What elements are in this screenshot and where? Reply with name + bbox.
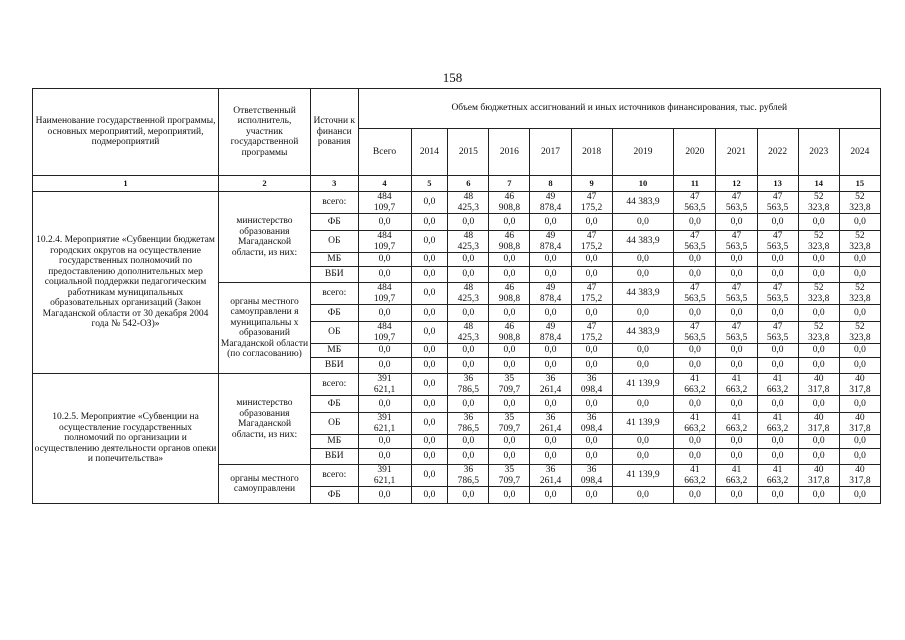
year-value: 0,0 xyxy=(411,231,448,253)
year-value: 44 383,9 xyxy=(612,322,674,344)
year-value: 41 139,9 xyxy=(612,465,674,487)
column-number: 4 xyxy=(358,176,411,192)
funding-source: всего: xyxy=(310,465,358,487)
year-value: 0,0 xyxy=(839,214,880,231)
year-value: 0,0 xyxy=(530,435,571,449)
year-value: 35 709,7 xyxy=(489,374,530,396)
year-value: 0,0 xyxy=(448,396,489,413)
funding-source: ОБ xyxy=(310,322,358,344)
header-year: 2019 xyxy=(612,129,674,176)
year-value: 41 139,9 xyxy=(612,374,674,396)
year-value: 0,0 xyxy=(530,305,571,322)
year-value: 46 908,8 xyxy=(489,192,530,214)
header-year: 2020 xyxy=(674,129,716,176)
year-value: 0,0 xyxy=(757,435,798,449)
year-value: 0,0 xyxy=(571,214,612,231)
year-value: 41 663,2 xyxy=(716,465,757,487)
year-value: 0,0 xyxy=(798,358,839,374)
year-value: 0,0 xyxy=(674,435,716,449)
year-value: 36 098,4 xyxy=(571,374,612,396)
year-value: 40 317,8 xyxy=(839,465,880,487)
year-value: 48 425,3 xyxy=(448,192,489,214)
year-value: 0,0 xyxy=(571,487,612,504)
year-value: 0,0 xyxy=(757,305,798,322)
year-value: 0,0 xyxy=(757,344,798,358)
column-number: 15 xyxy=(839,176,880,192)
funding-source: ОБ xyxy=(310,413,358,435)
year-value: 0,0 xyxy=(674,267,716,283)
column-number: 2 xyxy=(219,176,311,192)
year-value: 0,0 xyxy=(674,305,716,322)
year-value: 0,0 xyxy=(716,358,757,374)
table-body xyxy=(33,192,881,504)
year-value: 52 323,8 xyxy=(839,192,880,214)
year-value: 0,0 xyxy=(798,487,839,504)
column-number: 13 xyxy=(757,176,798,192)
year-value: 52 323,8 xyxy=(798,192,839,214)
year-value: 0,0 xyxy=(798,449,839,465)
column-number: 8 xyxy=(530,176,571,192)
year-value: 0,0 xyxy=(716,214,757,231)
year-value: 0,0 xyxy=(489,253,530,267)
year-value: 47 563,5 xyxy=(716,283,757,305)
year-value: 47 563,5 xyxy=(757,231,798,253)
table-row xyxy=(33,374,881,396)
year-value: 0,0 xyxy=(674,358,716,374)
year-value: 46 908,8 xyxy=(489,231,530,253)
year-value: 0,0 xyxy=(530,253,571,267)
year-value: 0,0 xyxy=(411,396,448,413)
total-value: 0,0 xyxy=(358,358,411,374)
year-value: 0,0 xyxy=(757,487,798,504)
total-value: 0,0 xyxy=(358,305,411,322)
executor-name: органы местного самоуправлени xyxy=(219,465,311,504)
year-value: 0,0 xyxy=(757,214,798,231)
year-value: 40 317,8 xyxy=(839,374,880,396)
year-value: 0,0 xyxy=(571,435,612,449)
funding-source: всего: xyxy=(310,283,358,305)
total-value: 484 109,7 xyxy=(358,231,411,253)
year-value: 0,0 xyxy=(411,358,448,374)
year-value: 52 323,8 xyxy=(839,322,880,344)
year-value: 0,0 xyxy=(716,344,757,358)
year-value: 44 383,9 xyxy=(612,283,674,305)
year-value: 36 098,4 xyxy=(571,465,612,487)
year-value: 0,0 xyxy=(674,344,716,358)
funding-source: ВБИ xyxy=(310,267,358,283)
year-value: 0,0 xyxy=(798,214,839,231)
year-value: 47 563,5 xyxy=(757,192,798,214)
year-value: 0,0 xyxy=(839,487,880,504)
funding-source: ФБ xyxy=(310,396,358,413)
year-value: 0,0 xyxy=(489,214,530,231)
year-value: 0,0 xyxy=(411,267,448,283)
year-value: 0,0 xyxy=(571,267,612,283)
header-year: 2014 xyxy=(411,129,448,176)
year-value: 0,0 xyxy=(798,396,839,413)
column-number: 12 xyxy=(716,176,757,192)
year-value: 0,0 xyxy=(489,396,530,413)
year-value: 0,0 xyxy=(411,253,448,267)
year-value: 0,0 xyxy=(530,358,571,374)
year-value: 0,0 xyxy=(489,344,530,358)
year-value: 41 663,2 xyxy=(674,465,716,487)
year-value: 0,0 xyxy=(489,358,530,374)
year-value: 0,0 xyxy=(612,344,674,358)
budget-table xyxy=(32,88,881,504)
total-value: 0,0 xyxy=(358,253,411,267)
year-value: 52 323,8 xyxy=(839,283,880,305)
year-value: 0,0 xyxy=(571,396,612,413)
activity-name: 10.2.5. Мероприятие «Субвенции на осуществление государственных полномочий по организации и осуществлению деятельности органов опеки и попечительства» xyxy=(33,374,219,504)
total-value: 391 621,1 xyxy=(358,413,411,435)
year-value: 46 908,8 xyxy=(489,322,530,344)
funding-source: ФБ xyxy=(310,487,358,504)
year-value: 47 563,5 xyxy=(674,192,716,214)
year-value: 0,0 xyxy=(448,344,489,358)
year-value: 47 563,5 xyxy=(757,283,798,305)
year-value: 0,0 xyxy=(571,253,612,267)
year-value: 0,0 xyxy=(411,413,448,435)
year-value: 0,0 xyxy=(489,267,530,283)
total-value: 0,0 xyxy=(358,214,411,231)
year-value: 0,0 xyxy=(716,487,757,504)
year-value: 0,0 xyxy=(716,305,757,322)
year-value: 0,0 xyxy=(571,344,612,358)
column-number-row xyxy=(33,176,881,192)
funding-source: МБ xyxy=(310,435,358,449)
year-value: 0,0 xyxy=(612,435,674,449)
year-value: 35 709,7 xyxy=(489,465,530,487)
year-value: 0,0 xyxy=(612,396,674,413)
column-number: 5 xyxy=(411,176,448,192)
year-value: 52 323,8 xyxy=(798,283,839,305)
year-value: 0,0 xyxy=(448,358,489,374)
header-year: 2021 xyxy=(716,129,757,176)
header-executor: Ответственный исполнитель, участник государственной программы xyxy=(219,89,311,176)
header-volume: Объем бюджетных ассигнований и иных источников финансирования, тыс. рублей xyxy=(358,89,880,129)
year-value: 47 563,5 xyxy=(674,283,716,305)
header-year: 2022 xyxy=(757,129,798,176)
year-value: 47 563,5 xyxy=(674,322,716,344)
year-value: 0,0 xyxy=(530,487,571,504)
year-value: 0,0 xyxy=(411,192,448,214)
funding-source: МБ xyxy=(310,344,358,358)
year-value: 49 878,4 xyxy=(530,192,571,214)
year-value: 52 323,8 xyxy=(798,322,839,344)
total-value: 0,0 xyxy=(358,267,411,283)
executor-name: министерство образования Магаданской области, из них: xyxy=(219,192,311,283)
year-value: 0,0 xyxy=(839,358,880,374)
header-year: 2016 xyxy=(489,129,530,176)
year-value: 0,0 xyxy=(716,396,757,413)
header-year: 2018 xyxy=(571,129,612,176)
total-value: 484 109,7 xyxy=(358,322,411,344)
funding-source: ОБ xyxy=(310,231,358,253)
year-value: 0,0 xyxy=(411,435,448,449)
year-value: 0,0 xyxy=(839,449,880,465)
year-value: 0,0 xyxy=(448,305,489,322)
year-value: 48 425,3 xyxy=(448,322,489,344)
year-value: 36 261,4 xyxy=(530,413,571,435)
year-value: 49 878,4 xyxy=(530,322,571,344)
year-value: 41 663,2 xyxy=(757,465,798,487)
year-value: 0,0 xyxy=(716,435,757,449)
total-value: 0,0 xyxy=(358,449,411,465)
page-number: 158 xyxy=(442,70,463,85)
year-value: 47 563,5 xyxy=(757,322,798,344)
year-value: 0,0 xyxy=(489,487,530,504)
year-value: 0,0 xyxy=(530,449,571,465)
total-value: 0,0 xyxy=(358,435,411,449)
year-value: 0,0 xyxy=(489,435,530,449)
year-value: 0,0 xyxy=(798,344,839,358)
year-value: 0,0 xyxy=(612,305,674,322)
column-number: 11 xyxy=(674,176,716,192)
year-value: 0,0 xyxy=(612,487,674,504)
year-value: 49 878,4 xyxy=(530,283,571,305)
total-value: 391 621,1 xyxy=(358,374,411,396)
year-value: 0,0 xyxy=(839,344,880,358)
year-value: 0,0 xyxy=(612,267,674,283)
year-value: 0,0 xyxy=(530,396,571,413)
year-value: 0,0 xyxy=(411,449,448,465)
year-value: 0,0 xyxy=(411,487,448,504)
header-year: 2017 xyxy=(530,129,571,176)
year-value: 36 261,4 xyxy=(530,374,571,396)
year-value: 47 563,5 xyxy=(716,192,757,214)
year-value: 0,0 xyxy=(839,267,880,283)
year-value: 0,0 xyxy=(612,214,674,231)
funding-source: ВБИ xyxy=(310,449,358,465)
year-value: 40 317,8 xyxy=(798,374,839,396)
year-value: 36 098,4 xyxy=(571,413,612,435)
year-value: 0,0 xyxy=(798,253,839,267)
year-value: 36 786,5 xyxy=(448,465,489,487)
year-value: 0,0 xyxy=(530,267,571,283)
year-value: 41 663,2 xyxy=(674,374,716,396)
year-value: 47 175,2 xyxy=(571,322,612,344)
year-value: 0,0 xyxy=(757,253,798,267)
year-value: 0,0 xyxy=(489,305,530,322)
year-value: 0,0 xyxy=(530,344,571,358)
column-number: 10 xyxy=(612,176,674,192)
year-value: 0,0 xyxy=(757,358,798,374)
table-row xyxy=(33,192,881,214)
year-value: 52 323,8 xyxy=(798,231,839,253)
column-number: 1 xyxy=(33,176,219,192)
total-value: 0,0 xyxy=(358,487,411,504)
year-value: 0,0 xyxy=(674,396,716,413)
year-value: 0,0 xyxy=(839,435,880,449)
year-value: 0,0 xyxy=(411,322,448,344)
funding-source: всего: xyxy=(310,192,358,214)
year-value: 0,0 xyxy=(839,253,880,267)
year-value: 0,0 xyxy=(716,267,757,283)
year-value: 0,0 xyxy=(411,283,448,305)
funding-source: МБ xyxy=(310,253,358,267)
year-value: 0,0 xyxy=(674,449,716,465)
year-value: 44 383,9 xyxy=(612,192,674,214)
year-value: 0,0 xyxy=(798,267,839,283)
year-value: 41 663,2 xyxy=(716,374,757,396)
year-value: 0,0 xyxy=(411,465,448,487)
year-value: 47 563,5 xyxy=(674,231,716,253)
total-value: 484 109,7 xyxy=(358,192,411,214)
year-value: 0,0 xyxy=(411,374,448,396)
year-value: 0,0 xyxy=(716,253,757,267)
year-value: 44 383,9 xyxy=(612,231,674,253)
year-value: 41 663,2 xyxy=(674,413,716,435)
year-value: 0,0 xyxy=(674,214,716,231)
year-value: 36 786,5 xyxy=(448,374,489,396)
column-number: 9 xyxy=(571,176,612,192)
year-value: 0,0 xyxy=(448,487,489,504)
year-value: 0,0 xyxy=(448,267,489,283)
year-value: 0,0 xyxy=(757,396,798,413)
year-value: 0,0 xyxy=(798,435,839,449)
year-value: 0,0 xyxy=(757,267,798,283)
funding-source: всего: xyxy=(310,374,358,396)
year-value: 0,0 xyxy=(674,253,716,267)
year-value: 36 786,5 xyxy=(448,413,489,435)
total-value: 0,0 xyxy=(358,344,411,358)
header-program: Наименование государственной программы, основных мероприятий, мероприятий, подмероприятий xyxy=(33,89,219,176)
header-total: Всего xyxy=(358,129,411,176)
year-value: 41 663,2 xyxy=(757,374,798,396)
year-value: 47 175,2 xyxy=(571,231,612,253)
header-source: Источни к финанси рования xyxy=(310,89,358,176)
funding-source: ВБИ xyxy=(310,358,358,374)
year-value: 35 709,7 xyxy=(489,413,530,435)
column-number: 3 xyxy=(310,176,358,192)
year-value: 0,0 xyxy=(489,449,530,465)
year-value: 0,0 xyxy=(411,214,448,231)
year-value: 0,0 xyxy=(839,305,880,322)
year-value: 47 563,5 xyxy=(716,231,757,253)
year-value: 0,0 xyxy=(716,449,757,465)
year-value: 48 425,3 xyxy=(448,283,489,305)
year-value: 47 563,5 xyxy=(716,322,757,344)
year-value: 0,0 xyxy=(448,435,489,449)
funding-source: ФБ xyxy=(310,305,358,322)
year-value: 40 317,8 xyxy=(798,413,839,435)
year-value: 0,0 xyxy=(757,449,798,465)
year-value: 40 317,8 xyxy=(798,465,839,487)
year-value: 52 323,8 xyxy=(839,231,880,253)
year-value: 46 908,8 xyxy=(489,283,530,305)
year-value: 41 139,9 xyxy=(612,413,674,435)
year-value: 0,0 xyxy=(411,305,448,322)
year-value: 0,0 xyxy=(530,214,571,231)
year-value: 36 261,4 xyxy=(530,465,571,487)
executor-name: министерство образования Магаданской области, из них: xyxy=(219,374,311,465)
total-value: 484 109,7 xyxy=(358,283,411,305)
year-value: 48 425,3 xyxy=(448,231,489,253)
column-number: 7 xyxy=(489,176,530,192)
year-value: 0,0 xyxy=(674,487,716,504)
year-value: 0,0 xyxy=(571,305,612,322)
column-number: 6 xyxy=(448,176,489,192)
header-year: 2023 xyxy=(798,129,839,176)
year-value: 0,0 xyxy=(571,358,612,374)
year-value: 47 175,2 xyxy=(571,192,612,214)
total-value: 391 621,1 xyxy=(358,465,411,487)
year-value: 0,0 xyxy=(571,449,612,465)
year-value: 0,0 xyxy=(448,449,489,465)
year-value: 0,0 xyxy=(448,214,489,231)
year-value: 0,0 xyxy=(411,344,448,358)
total-value: 0,0 xyxy=(358,396,411,413)
year-value: 0,0 xyxy=(798,305,839,322)
column-number: 14 xyxy=(798,176,839,192)
header-year: 2024 xyxy=(839,129,880,176)
year-value: 47 175,2 xyxy=(571,283,612,305)
year-value: 0,0 xyxy=(839,396,880,413)
executor-name: органы местного самоуправлени я муниципальны х образований Магаданской области (по согласованию) xyxy=(219,283,311,374)
funding-source: ФБ xyxy=(310,214,358,231)
activity-name: 10.2.4. Мероприятие «Субвенции бюджетам городских округов на осуществление государственных полномочий по предоставлению дополнительных мер социальной поддержки педагогическим работникам муниципальных образовательных организаций (Закон Магаданской области от 30 декабря 2004 года № 542-ОЗ)» xyxy=(33,192,219,374)
year-value: 41 663,2 xyxy=(716,413,757,435)
year-value: 41 663,2 xyxy=(757,413,798,435)
year-value: 49 878,4 xyxy=(530,231,571,253)
year-value: 0,0 xyxy=(612,449,674,465)
year-value: 0,0 xyxy=(612,358,674,374)
year-value: 40 317,8 xyxy=(839,413,880,435)
year-value: 0,0 xyxy=(612,253,674,267)
header-year: 2015 xyxy=(448,129,489,176)
year-value: 0,0 xyxy=(448,253,489,267)
